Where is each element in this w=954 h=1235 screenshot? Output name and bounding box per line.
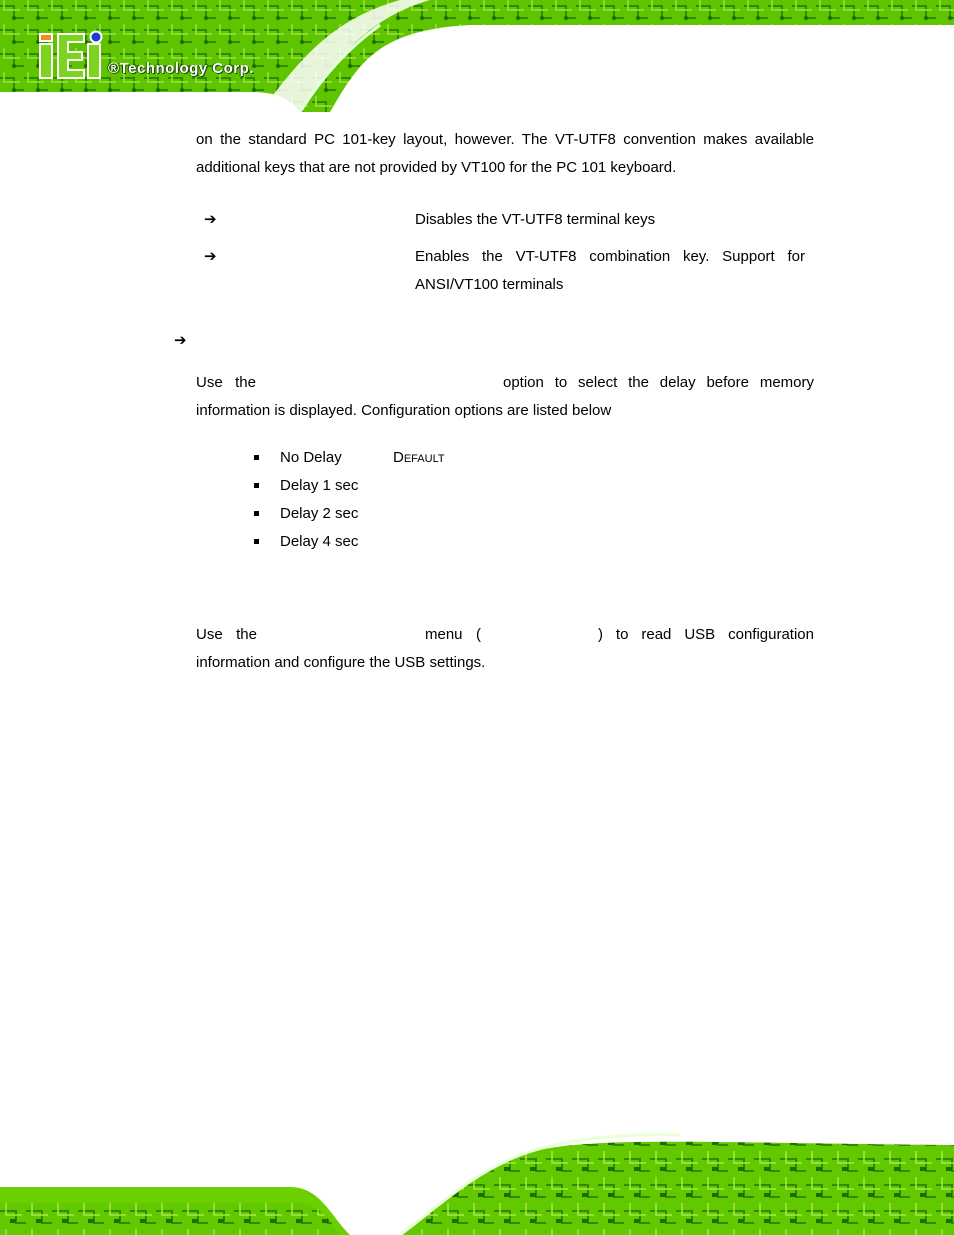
list-bullet (254, 455, 259, 460)
paragraph-text: on the standard PC 101-key layout, however. The VT-UTF8 convention makes available (196, 131, 814, 148)
list-bullet (254, 511, 259, 516)
paragraph-text: additional keys that are not provided by VT100 for the PC 101 keyboard. (196, 159, 677, 176)
paragraph-text: Use the (196, 374, 256, 391)
brand-name: ®Technology Corp. (108, 60, 254, 77)
list-item-label: No Delay (280, 449, 342, 466)
paragraph-text: ) to read USB configuration (598, 626, 814, 643)
paragraph-text: Use the (196, 626, 257, 643)
arrow-icon: ➔ (204, 248, 217, 265)
list-item: Delay 2 sec (280, 505, 359, 522)
option-description: Enables the VT-UTF8 combination key. Support for (415, 248, 805, 265)
default-tag: Default (393, 449, 445, 466)
paragraph-text: information is displayed. Configuration options are listed below (196, 402, 612, 419)
paragraph-text: information and configure the USB settings. (196, 654, 486, 671)
arrow-icon: ➔ (174, 332, 187, 349)
paragraph-text: option to select the delay before memory (503, 374, 814, 391)
paragraph-text: menu ( (425, 626, 481, 643)
option-description: ANSI/VT100 terminals (415, 276, 564, 293)
iei-logo (38, 30, 106, 80)
list-bullet (254, 483, 259, 488)
arrow-icon: ➔ (204, 211, 217, 228)
list-item: Delay 1 sec (280, 477, 359, 494)
list-bullet (254, 539, 259, 544)
list-item (280, 444, 342, 472)
header-banner (0, 0, 954, 112)
list-item: Delay 4 sec (280, 533, 359, 550)
footer-banner (0, 1125, 954, 1235)
option-description: Disables the VT-UTF8 terminal keys (415, 211, 656, 228)
